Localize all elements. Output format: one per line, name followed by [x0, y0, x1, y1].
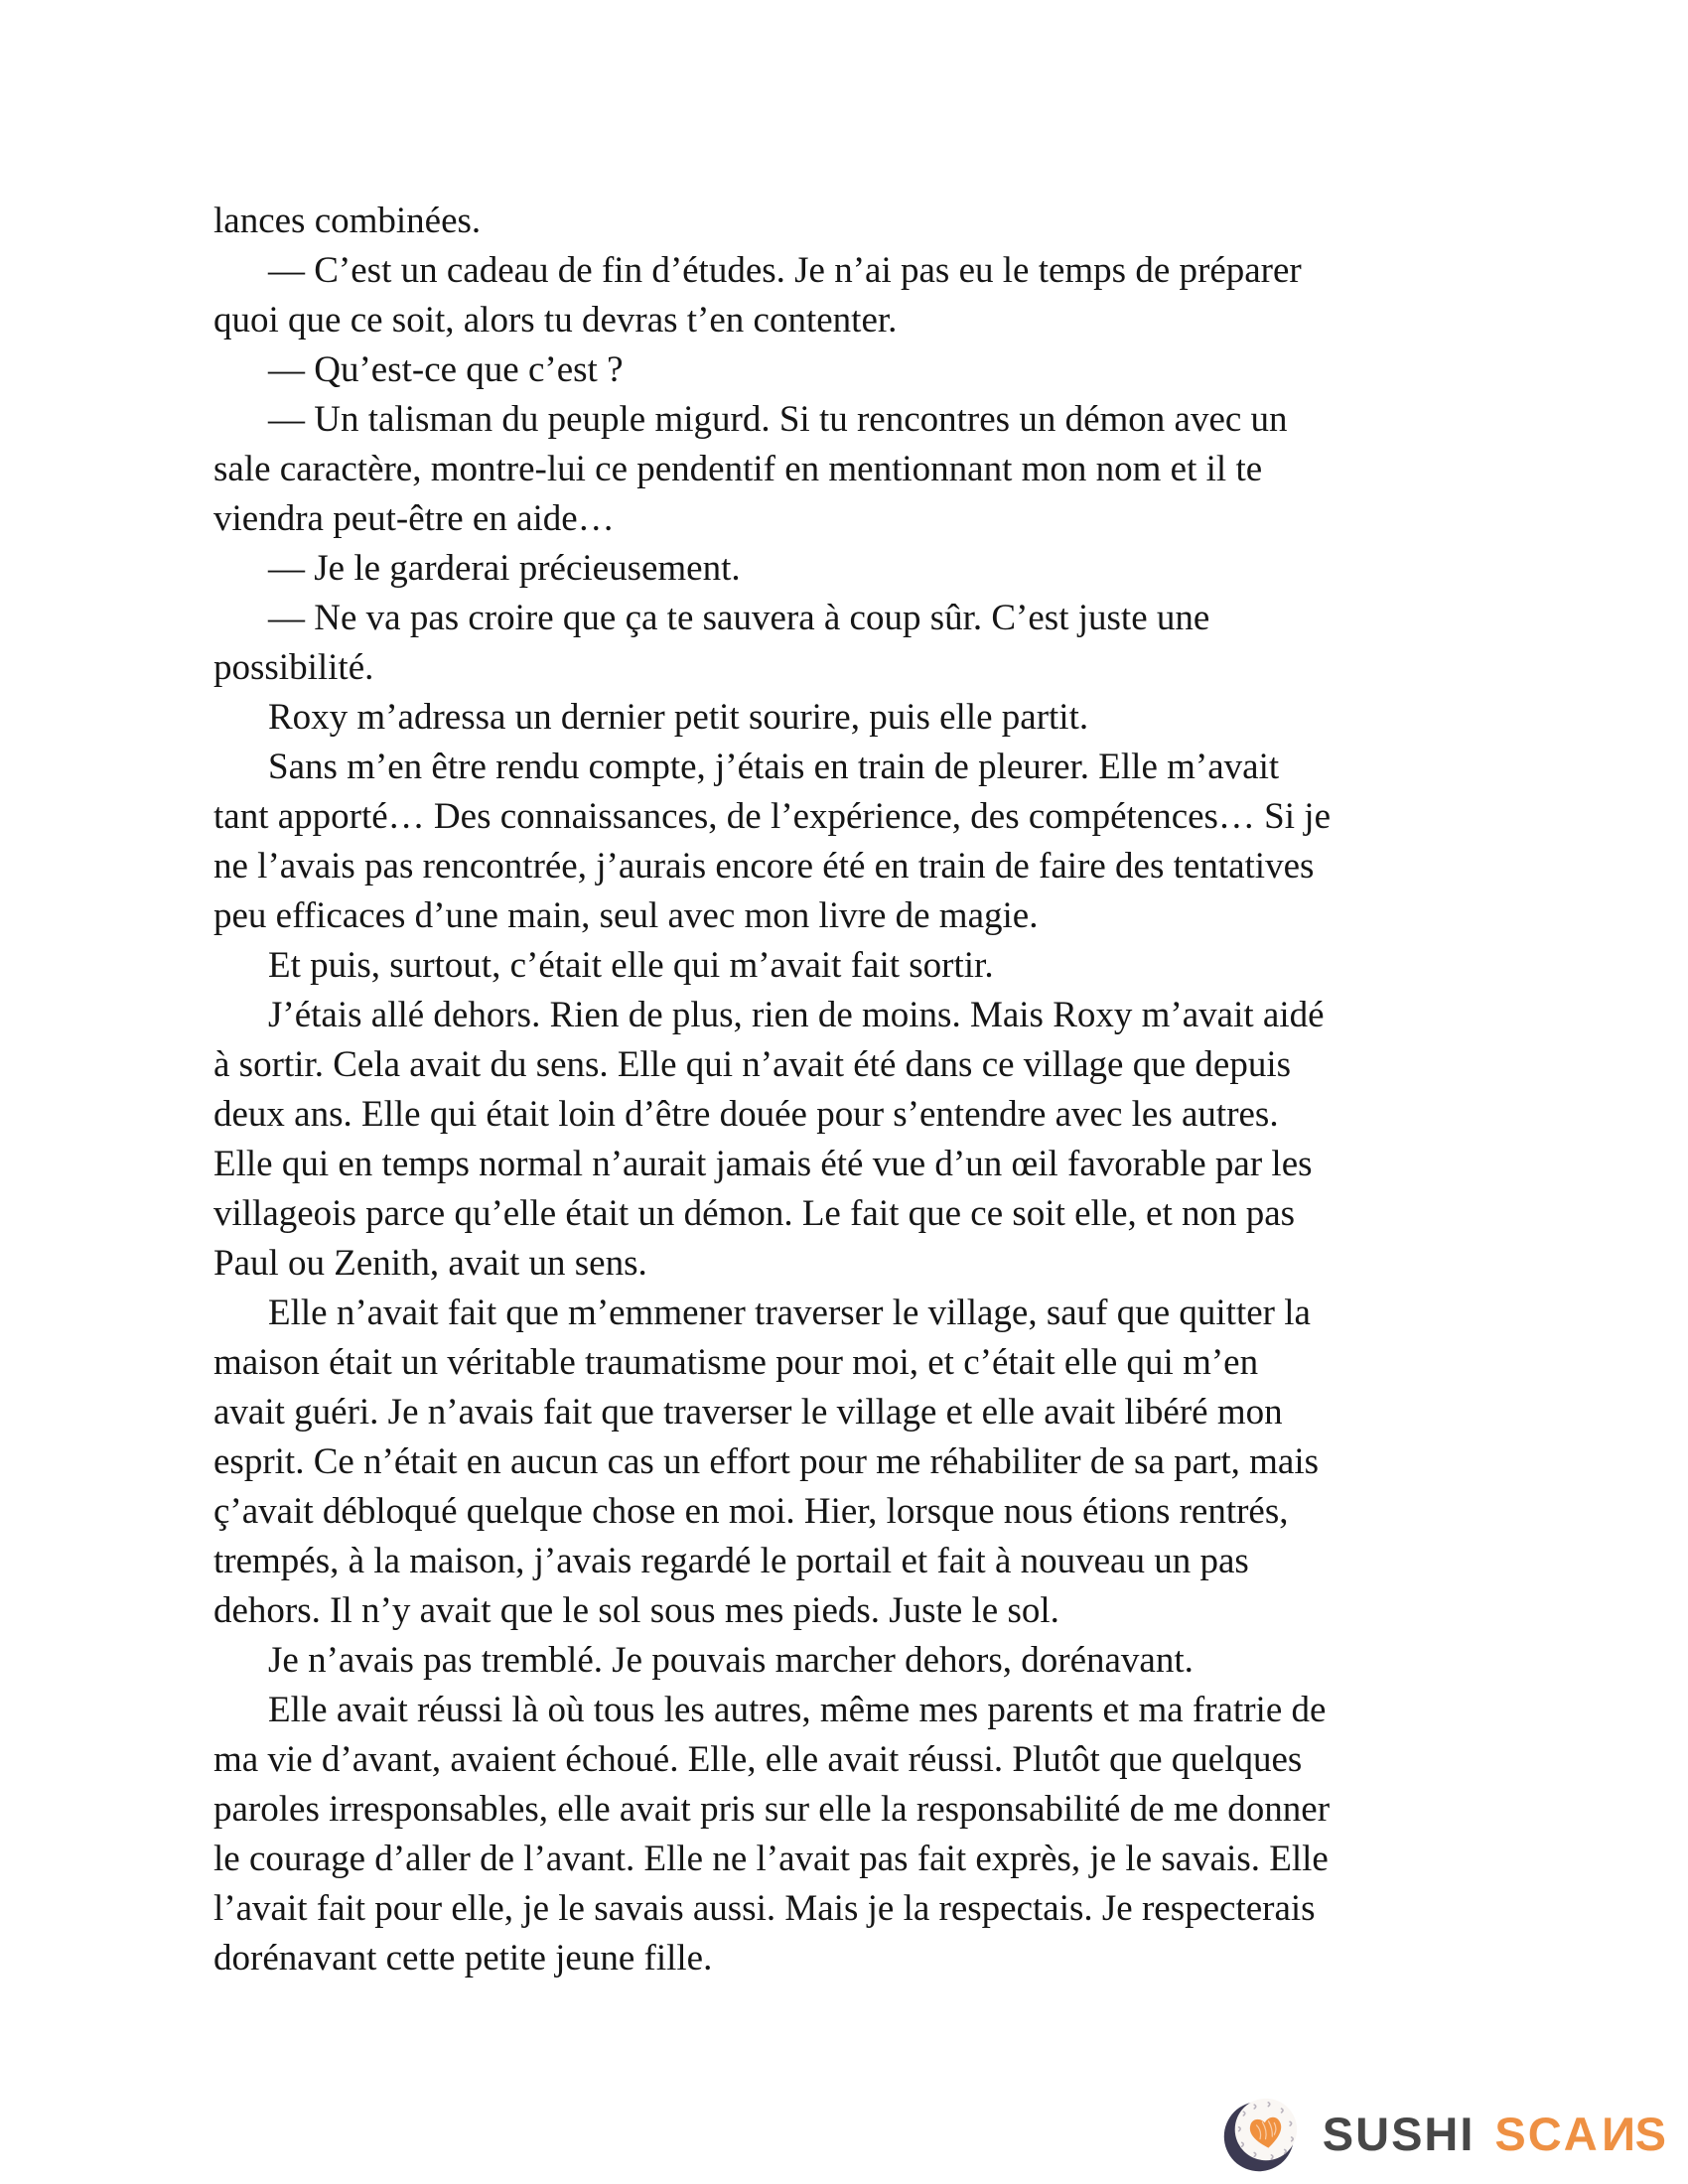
text-line: possibilité. [213, 647, 374, 688]
text-line: ne l’avais pas rencontrée, j’aurais encore été en train de faire des tentatives [213, 846, 1315, 887]
text-line: — Je le garderai précieusement. [268, 548, 741, 589]
text-line: — Un talisman du peuple migurd. Si tu rencontres un démon avec un [268, 399, 1288, 440]
text-line: Sans m’en être rendu compte, j’étais en train de pleurer. Elle m’avait [268, 747, 1280, 787]
text-line: ç’avait débloqué quelque chose en moi. Hier, lorsque nous étions rentrés, [213, 1491, 1289, 1532]
text-line: — Ne va pas croire que ça te sauvera à coup sûr. C’est juste une [268, 598, 1210, 638]
text-line: — C’est un cadeau de fin d’études. Je n’ai pas eu le temps de préparer [268, 250, 1302, 291]
text-line: l’avait fait pour elle, je le savais aussi. Mais je la respectais. Je respecterais [213, 1888, 1316, 1929]
brand-wordmark [1322, 2107, 1668, 2160]
brand-word-sushi: SUSHI [1322, 2107, 1476, 2160]
text-line: à sortir. Cela avait du sens. Elle qui n’avait été dans ce village que depuis [213, 1044, 1291, 1085]
text-line: Paul ou Zenith, avait un sens. [213, 1243, 647, 1284]
text-line: quoi que ce soit, alors tu devras t’en contenter. [213, 300, 898, 341]
sushi-scans-logo [1223, 2095, 1668, 2172]
text-line: trempés, à la maison, j’avais regardé le portail et fait à nouveau un pas [213, 1541, 1249, 1581]
text-line: Elle qui en temps normal n’aurait jamais été vue d’un œil favorable par les [213, 1144, 1313, 1184]
text-line: — Qu’est-ce que c’est ? [268, 349, 624, 390]
text-line: viendra peut-être en aide… [213, 498, 615, 539]
text-line: paroles irresponsables, elle avait pris sur elle la responsabilité de me donner [213, 1789, 1331, 1830]
text-line: villageois parce qu’elle était un démon. Le fait que ce soit elle, et non pas [213, 1193, 1296, 1234]
text-line: Roxy m’adressa un dernier petit sourire, puis elle partit. [268, 697, 1089, 738]
text-line: esprit. Ce n’était en aucun cas un effort pour me réhabiliter de sa part, mais [213, 1441, 1320, 1482]
text-line: sale caractère, montre-lui ce pendentif en mentionnant mon nom et il te [213, 449, 1263, 489]
text-line: J’étais allé dehors. Rien de plus, rien de moins. Mais Roxy m’avait aidé [268, 995, 1325, 1035]
text-line: deux ans. Elle qui était loin d’être douée pour s’entendre avec les autres. [213, 1094, 1279, 1135]
text-line: ma vie d’avant, avaient échoué. Elle, elle avait réussi. Plutôt que quelques [213, 1739, 1303, 1780]
text-line: Elle n’avait fait que m’emmener traverser le village, sauf que quitter la [268, 1293, 1311, 1333]
sushi-roll-icon [1223, 2095, 1301, 2172]
text-line: avait guéri. Je n’avais fait que traverser le village et elle avait libéré mon [213, 1392, 1283, 1433]
text-line: Elle avait réussi là où tous les autres, même mes parents et ma fratrie de [268, 1690, 1327, 1730]
text-line: Je n’avais pas tremblé. Je pouvais marcher dehors, dorénavant. [268, 1640, 1194, 1681]
text-line: peu efficaces d’une main, seul avec mon livre de magie. [213, 895, 1039, 936]
text-line: lances combinées. [213, 201, 482, 241]
text-line: dehors. Il n’y avait que le sol sous mes pieds. Juste le sol. [213, 1590, 1059, 1631]
text-line: tant apporté… Des connaissances, de l’expérience, des compétences… Si je [213, 796, 1331, 837]
body-text [213, 197, 1489, 1983]
text-line: Et puis, surtout, c’était elle qui m’avait fait sortir. [268, 945, 994, 986]
text-line: le courage d’aller de l’avant. Elle ne l’avait pas fait exprès, je le savais. Elle [213, 1839, 1329, 1879]
brand-word-scans: SCANS [1494, 2107, 1668, 2160]
text-line: maison était un véritable traumatisme pour moi, et c’était elle qui m’en [213, 1342, 1259, 1383]
text-line: dorénavant cette petite jeune fille. [213, 1938, 713, 1979]
